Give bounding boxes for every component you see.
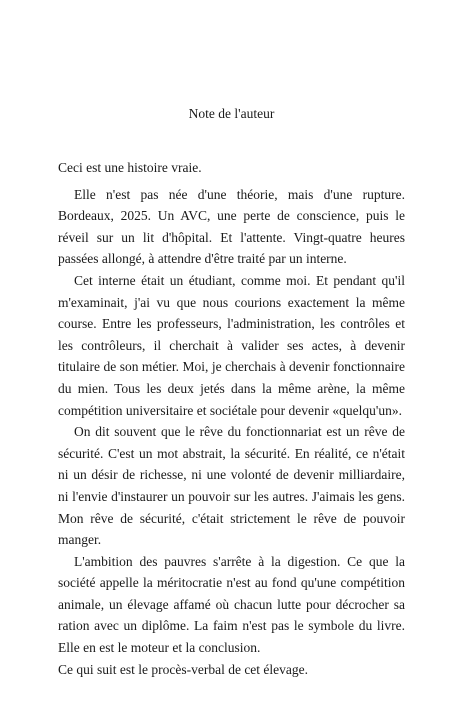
page-title: Note de l'auteur	[188, 106, 275, 121]
paragraph-6: Ce qui suit est le procès-verbal de cet élevage.	[58, 661, 309, 677]
paragraph-2: Elle n'est pas née d'une théorie, mais d'une rupture. Bordeaux, 2025. Un AVC, une perte de conscience, puis le réveil sur un lit d'hôpital. Et l'attente. Vingt-quatre heures passées allongé, à attendre d'être traité par un interne.	[58, 186, 405, 267]
paragraph-5: L'ambition des pauvres s'arrête à la digestion. Ce que la société appelle la méritocratie n'est au fond qu'une compétition animale, un élevage affamé où chacun lutte pour décrocher sa ration avec un diplôme. La faim n'est pas le symbole du livre. Elle en est le moteur et la conclusion.	[58, 553, 405, 656]
document-body	[58, 157, 405, 680]
paragraph-3: Cet interne était un étudiant, comme moi. Et pendant qu'il m'examinait, j'ai vu que nous courions exactement la même course. Entre les professeurs, l'administration, les contrôles et les contrôleurs, il cherchait à valider ses actes, à devenir titulaire de son métier. Moi, je cherchais à devenir fonctionnaire du mien. Tous les deux jetés dans la même arène, la même compétition universitaire et sociétale pour devenir «quelqu'un».	[58, 272, 405, 418]
paragraph-1: Ceci est une histoire vraie.	[58, 160, 202, 175]
document-page	[58, 0, 405, 712]
paragraph-4: On dit souvent que le rêve du fonctionnariat est un rêve de sécurité. C'est un mot abstrait, la sécurité. En réalité, ce n'était ni un désir de richesse, ni une volonté de devenir milliardaire, ni l'envie d'instaurer un pouvoir sur les autres. J'aimais les gens. Mon rêve de sécurité, c'était strictement le rêve de pouvoir manger.	[58, 424, 405, 548]
